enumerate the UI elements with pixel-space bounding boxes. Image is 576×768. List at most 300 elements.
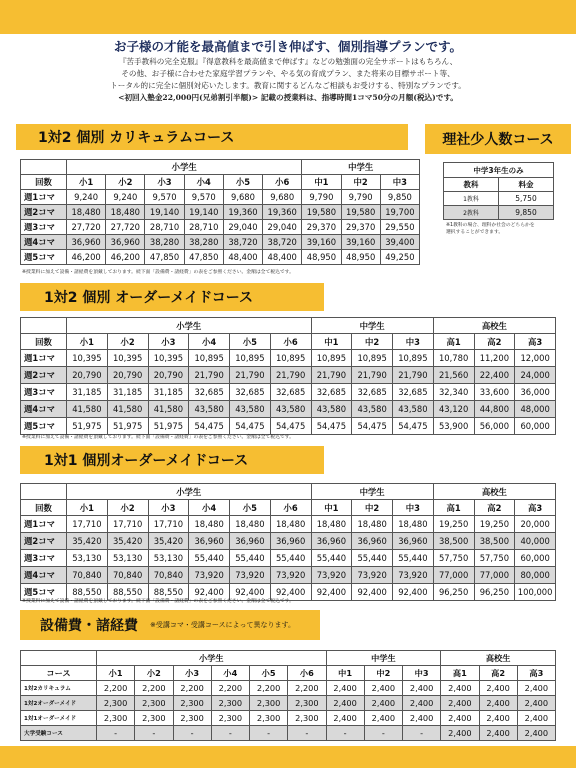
- price-cell: 48,400: [223, 250, 262, 265]
- row-label-header: 回数: [21, 334, 67, 350]
- price-cell: 48,000: [515, 401, 556, 418]
- group-header: 中学生: [311, 318, 433, 334]
- price-cell: 92,400: [230, 584, 271, 601]
- price-cell: 2,400: [326, 681, 364, 696]
- price-cell: -: [326, 726, 364, 741]
- intro-block: [20, 38, 556, 104]
- price-cell: 20,000: [515, 516, 556, 533]
- table-row: [21, 190, 420, 205]
- price-cell: 2,400: [364, 696, 402, 711]
- price-cell: 2,300: [97, 711, 135, 726]
- column-header: 高3: [515, 334, 556, 350]
- price-cell: 49,250: [380, 250, 419, 265]
- row-label: 週5コマ: [21, 584, 67, 601]
- price-cell: 28,710: [145, 220, 184, 235]
- group-header: 中学生: [302, 160, 420, 175]
- fee-cell: 5,750: [499, 192, 554, 206]
- table-row: [21, 726, 556, 741]
- price-cell: 18,480: [393, 516, 434, 533]
- column-header: 中2: [364, 666, 402, 681]
- price-cell: 18,480: [311, 516, 352, 533]
- price-cell: -: [135, 726, 173, 741]
- price-cell: 46,200: [67, 250, 106, 265]
- price-cell: 43,580: [189, 401, 230, 418]
- row-label: 大学受験コース: [21, 726, 97, 741]
- corner-cell: [21, 484, 67, 500]
- price-cell: 35,420: [67, 533, 108, 550]
- price-cell: -: [250, 726, 288, 741]
- price-cell: 2,300: [250, 711, 288, 726]
- corner-cell: [21, 318, 67, 334]
- row-label: 週3コマ: [21, 220, 67, 235]
- group-header: 小学生: [97, 651, 327, 666]
- price-cell: 36,960: [270, 533, 311, 550]
- subject-header: 教科: [444, 178, 499, 192]
- row-label: 週1コマ: [21, 516, 67, 533]
- price-cell: 27,720: [67, 220, 106, 235]
- section-title-1to2-ordermade: [20, 283, 324, 311]
- column-header: 中2: [341, 175, 380, 190]
- price-cell: 2,300: [211, 711, 249, 726]
- column-header: 小6: [288, 666, 326, 681]
- price-cell: 31,185: [67, 384, 108, 401]
- table-row: [21, 350, 556, 367]
- price-cell: 54,475: [270, 418, 311, 435]
- price-cell: 2,400: [441, 681, 479, 696]
- price-cell: 38,280: [145, 235, 184, 250]
- table-row: [21, 418, 556, 435]
- price-cell: 36,960: [67, 235, 106, 250]
- price-cell: 18,480: [67, 205, 106, 220]
- price-cell: 55,440: [230, 550, 271, 567]
- price-cell: 9,790: [302, 190, 341, 205]
- price-cell: 20,790: [67, 367, 108, 384]
- table-row: [21, 711, 556, 726]
- price-cell: 2,400: [441, 696, 479, 711]
- price-cell: 2,400: [403, 711, 441, 726]
- price-cell: 2,400: [441, 711, 479, 726]
- section-title-facility-fees: [20, 610, 320, 640]
- price-cell: 2,400: [479, 681, 517, 696]
- price-cell: 54,475: [230, 418, 271, 435]
- column-header: 小6: [270, 500, 311, 516]
- science-column-row: [444, 178, 554, 192]
- price-cell: 60,000: [515, 550, 556, 567]
- price-cell: 2,300: [211, 696, 249, 711]
- section-title-text: 理社少人数コース: [442, 132, 554, 148]
- column-header: 高2: [474, 500, 515, 516]
- price-cell: 29,040: [263, 220, 302, 235]
- price-cell: 73,920: [352, 567, 393, 584]
- table-row: [21, 681, 556, 696]
- price-cell: 38,280: [184, 235, 223, 250]
- price-cell: 32,685: [311, 384, 352, 401]
- price-cell: 44,800: [474, 401, 515, 418]
- row-label: 1対2オーダーメイド: [21, 696, 97, 711]
- column-header-row: [21, 175, 420, 190]
- price-cell: 77,000: [474, 567, 515, 584]
- column-header: 小2: [107, 500, 148, 516]
- price-cell: 48,950: [341, 250, 380, 265]
- price-cell: 21,790: [352, 367, 393, 384]
- price-cell: 2,200: [211, 681, 249, 696]
- fee-cell: 9,850: [499, 206, 554, 220]
- price-cell: -: [403, 726, 441, 741]
- column-header: 高1: [441, 666, 479, 681]
- price-cell: 88,550: [67, 584, 108, 601]
- price-cell: 9,680: [263, 190, 302, 205]
- table-row: [21, 533, 556, 550]
- price-cell: 19,250: [433, 516, 474, 533]
- column-header: 小3: [145, 175, 184, 190]
- price-cell: 10,895: [189, 350, 230, 367]
- price-cell: 19,700: [380, 205, 419, 220]
- price-cell: 43,580: [230, 401, 271, 418]
- column-header: 小5: [250, 666, 288, 681]
- price-cell: 17,710: [148, 516, 189, 533]
- price-cell: 53,900: [433, 418, 474, 435]
- column-header: 高2: [474, 334, 515, 350]
- price-cell: -: [211, 726, 249, 741]
- column-header: 中1: [311, 500, 352, 516]
- price-cell: 2,300: [135, 696, 173, 711]
- price-cell: 9,790: [341, 190, 380, 205]
- top-banner-bar: [0, 0, 576, 34]
- section-title-text: 1対2 個別 オーダーメイドコース: [44, 290, 253, 306]
- row-label-header: 回数: [21, 175, 67, 190]
- row-label: 1対2カリキュラム: [21, 681, 97, 696]
- column-header: 中3: [380, 175, 419, 190]
- price-cell: 55,440: [311, 550, 352, 567]
- column-header: 中3: [393, 500, 434, 516]
- price-cell: 38,720: [223, 235, 262, 250]
- price-cell: 39,400: [380, 235, 419, 250]
- group-header: 高校生: [433, 318, 555, 334]
- price-cell: 9,680: [223, 190, 262, 205]
- price-cell: 18,480: [352, 516, 393, 533]
- column-header: 中1: [311, 334, 352, 350]
- row-label-header: 回数: [21, 500, 67, 516]
- price-cell: 51,975: [107, 418, 148, 435]
- table-row: [444, 192, 554, 206]
- price-cell: 17,710: [67, 516, 108, 533]
- price-cell: -: [364, 726, 402, 741]
- column-header: 小3: [173, 666, 211, 681]
- column-header: 高3: [517, 666, 555, 681]
- corner-cell: [21, 651, 97, 666]
- row-label: 1対1オーダーメイド: [21, 711, 97, 726]
- fee-header: 料金: [499, 178, 554, 192]
- price-cell: 36,960: [352, 533, 393, 550]
- price-cell: 51,975: [148, 418, 189, 435]
- price-cell: 19,360: [223, 205, 262, 220]
- table-row: [21, 696, 556, 711]
- table-row: [21, 384, 556, 401]
- price-cell: 53,130: [148, 550, 189, 567]
- price-cell: 21,560: [433, 367, 474, 384]
- column-header-row: [21, 666, 556, 681]
- group-header-row: [21, 651, 556, 666]
- price-cell: 92,400: [311, 584, 352, 601]
- column-header-row: [21, 334, 556, 350]
- price-cell: 2,300: [288, 711, 326, 726]
- science-note-line-2: 選択することができます。: [446, 230, 504, 235]
- table-note: ※授業料に加えて設備・諸経費を頂戴しております。続下面「設備費・諸経費」の表をご参照ください。金額は全て税込です。: [22, 435, 294, 440]
- column-header: 小3: [148, 500, 189, 516]
- price-cell: 29,370: [341, 220, 380, 235]
- price-cell: 73,920: [230, 567, 271, 584]
- price-cell: 55,440: [189, 550, 230, 567]
- row-label: 週5コマ: [21, 250, 67, 265]
- price-cell: 55,440: [393, 550, 434, 567]
- column-header: 小4: [211, 666, 249, 681]
- group-header-row: [21, 160, 420, 175]
- price-cell: 2,400: [441, 726, 479, 741]
- price-cell: 36,960: [311, 533, 352, 550]
- price-cell: 32,340: [433, 384, 474, 401]
- table-1to2-ordermade: [20, 317, 556, 435]
- price-cell: 70,840: [67, 567, 108, 584]
- price-cell: 53,130: [67, 550, 108, 567]
- column-header: 小2: [135, 666, 173, 681]
- price-cell: 10,895: [311, 350, 352, 367]
- row-label: 週3コマ: [21, 550, 67, 567]
- price-cell: 57,750: [433, 550, 474, 567]
- price-cell: 51,975: [67, 418, 108, 435]
- table-note: ※授業料に加えて設備・諸経費を頂戴しております。続下面「設備費・諸経費」の表をご参照ください。金額は全て税込です。: [22, 599, 294, 604]
- column-header: 小2: [107, 334, 148, 350]
- price-cell: 47,850: [145, 250, 184, 265]
- column-header: 小6: [263, 175, 302, 190]
- price-cell: 2,200: [97, 681, 135, 696]
- price-cell: 54,475: [311, 418, 352, 435]
- price-cell: 2,400: [364, 681, 402, 696]
- price-cell: 17,710: [107, 516, 148, 533]
- price-cell: 2,400: [364, 711, 402, 726]
- price-cell: 43,580: [270, 401, 311, 418]
- price-cell: 77,000: [433, 567, 474, 584]
- price-cell: 43,580: [352, 401, 393, 418]
- column-header-row: [21, 500, 556, 516]
- section-subtitle: ※受講コマ・受講コースによって異なります。: [150, 621, 295, 629]
- column-header: 小4: [184, 175, 223, 190]
- price-cell: 56,000: [474, 418, 515, 435]
- subject-cell: 2教科: [444, 206, 499, 220]
- price-cell: 28,710: [184, 220, 223, 235]
- price-cell: 12,000: [515, 350, 556, 367]
- price-cell: 80,000: [515, 567, 556, 584]
- price-cell: 19,140: [145, 205, 184, 220]
- price-cell: 19,140: [184, 205, 223, 220]
- intro-line-2: その他、お子様に合わせた家庭学習プランや、やる気の育成プラン、また将来の目標サポート等、: [121, 69, 455, 78]
- table-note: ※授業料に加えて設備・諸経費を頂戴しております。続下面「設備費・諸経費」の表をご参照ください。金額は全て税込です。: [22, 270, 294, 275]
- science-note-line-1: ※1教科の場合、理科か社会のどちらかを: [446, 223, 535, 228]
- price-cell: 48,400: [263, 250, 302, 265]
- price-cell: 36,960: [230, 533, 271, 550]
- price-cell: 46,200: [106, 250, 145, 265]
- science-header-row: [444, 163, 554, 178]
- price-cell: -: [97, 726, 135, 741]
- section-title-1to1-ordermade: [20, 446, 324, 474]
- price-cell: 41,580: [107, 401, 148, 418]
- price-cell: 73,920: [393, 567, 434, 584]
- price-cell: 36,000: [515, 384, 556, 401]
- price-cell: 19,580: [341, 205, 380, 220]
- price-cell: 2,200: [173, 681, 211, 696]
- row-label: 週2コマ: [21, 533, 67, 550]
- subject-cell: 1教科: [444, 192, 499, 206]
- price-cell: 38,500: [474, 533, 515, 550]
- price-cell: 2,300: [97, 696, 135, 711]
- price-cell: 43,580: [393, 401, 434, 418]
- price-cell: 2,300: [173, 711, 211, 726]
- column-header: 中1: [302, 175, 341, 190]
- row-label: 週1コマ: [21, 350, 67, 367]
- price-cell: 70,840: [148, 567, 189, 584]
- price-cell: 2,400: [479, 711, 517, 726]
- price-cell: 2,200: [250, 681, 288, 696]
- price-cell: 2,400: [479, 696, 517, 711]
- price-cell: 10,395: [148, 350, 189, 367]
- price-cell: 88,550: [107, 584, 148, 601]
- price-cell: 33,600: [474, 384, 515, 401]
- table-row: [21, 401, 556, 418]
- price-cell: -: [288, 726, 326, 741]
- price-cell: 88,550: [148, 584, 189, 601]
- section-title-text: 設備費・諸経費: [40, 618, 138, 634]
- price-cell: 2,400: [517, 681, 555, 696]
- price-cell: 43,120: [433, 401, 474, 418]
- price-cell: -: [173, 726, 211, 741]
- table-1to2-curriculum: [20, 159, 420, 265]
- price-cell: 2,300: [288, 696, 326, 711]
- column-header: 中2: [352, 500, 393, 516]
- price-cell: 38,500: [433, 533, 474, 550]
- price-cell: 9,240: [106, 190, 145, 205]
- price-cell: 29,370: [302, 220, 341, 235]
- price-cell: 2,400: [326, 696, 364, 711]
- column-header: 小5: [223, 175, 262, 190]
- price-cell: 92,400: [189, 584, 230, 601]
- price-cell: 29,040: [223, 220, 262, 235]
- price-cell: 54,475: [393, 418, 434, 435]
- column-header: 高1: [433, 334, 474, 350]
- price-cell: 60,000: [515, 418, 556, 435]
- price-cell: 40,000: [515, 533, 556, 550]
- price-cell: 20,790: [148, 367, 189, 384]
- price-cell: 21,790: [270, 367, 311, 384]
- price-cell: 2,400: [403, 696, 441, 711]
- intro-headline: お子様の才能を最高値まで引き伸ばす、個別指導プランです。: [113, 39, 462, 54]
- table-row: [21, 220, 420, 235]
- price-cell: 18,480: [189, 516, 230, 533]
- section-title-1to2-curriculum: [16, 124, 408, 150]
- table-row: [21, 205, 420, 220]
- table-row: [21, 567, 556, 584]
- price-cell: 19,250: [474, 516, 515, 533]
- price-cell: 11,200: [474, 350, 515, 367]
- price-cell: 35,420: [148, 533, 189, 550]
- section-title-science-social: [425, 124, 571, 154]
- price-cell: 73,920: [311, 567, 352, 584]
- price-cell: 57,750: [474, 550, 515, 567]
- price-cell: 31,185: [107, 384, 148, 401]
- price-cell: 32,685: [189, 384, 230, 401]
- price-cell: 36,960: [106, 235, 145, 250]
- price-cell: 2,400: [326, 711, 364, 726]
- row-label: 週4コマ: [21, 401, 67, 418]
- price-cell: 19,580: [302, 205, 341, 220]
- price-cell: 32,685: [393, 384, 434, 401]
- price-cell: 32,685: [230, 384, 271, 401]
- price-cell: 55,440: [270, 550, 311, 567]
- column-header: 中3: [393, 334, 434, 350]
- price-cell: 2,400: [517, 696, 555, 711]
- price-cell: 32,685: [352, 384, 393, 401]
- table-science-social: [443, 162, 554, 220]
- price-cell: 41,580: [148, 401, 189, 418]
- column-header: 小2: [106, 175, 145, 190]
- section-title-text: 1対2 個別 カリキュラムコース: [38, 130, 235, 146]
- price-cell: 2,300: [173, 696, 211, 711]
- price-cell: 38,720: [263, 235, 302, 250]
- group-header: 高校生: [433, 484, 555, 500]
- price-cell: 92,400: [352, 584, 393, 601]
- price-cell: 92,400: [270, 584, 311, 601]
- science-note: [446, 222, 535, 236]
- price-cell: 73,920: [189, 567, 230, 584]
- column-header: 小1: [67, 500, 108, 516]
- intro-line-1: 『苦手教科の完全克服』『得意教科を最高値まで伸ばす』などの勉強面の完全サポートはもちろん、: [118, 57, 458, 66]
- column-header: 小1: [67, 334, 108, 350]
- price-cell: 92,400: [393, 584, 434, 601]
- row-label: 週4コマ: [21, 235, 67, 250]
- price-cell: 18,480: [230, 516, 271, 533]
- price-cell: 21,790: [393, 367, 434, 384]
- price-cell: 10,780: [433, 350, 474, 367]
- price-cell: 24,000: [515, 367, 556, 384]
- column-header: 中2: [352, 334, 393, 350]
- price-cell: 39,160: [302, 235, 341, 250]
- price-cell: 55,440: [352, 550, 393, 567]
- row-label: 週3コマ: [21, 384, 67, 401]
- price-cell: 18,480: [106, 205, 145, 220]
- price-cell: 2,400: [479, 726, 517, 741]
- price-cell: 53,130: [107, 550, 148, 567]
- price-cell: 36,960: [189, 533, 230, 550]
- column-header: 小5: [230, 334, 271, 350]
- price-cell: 2,200: [288, 681, 326, 696]
- column-header: 小3: [148, 334, 189, 350]
- price-cell: 2,300: [135, 711, 173, 726]
- price-cell: 10,895: [393, 350, 434, 367]
- column-header: 中3: [403, 666, 441, 681]
- corner-cell: [21, 160, 67, 175]
- price-cell: 2,400: [517, 726, 555, 741]
- group-header-row: [21, 484, 556, 500]
- group-header: 中学生: [326, 651, 441, 666]
- price-cell: 32,685: [270, 384, 311, 401]
- row-label: 週2コマ: [21, 367, 67, 384]
- group-header-row: [21, 318, 556, 334]
- column-header: 小6: [270, 334, 311, 350]
- row-label: 週4コマ: [21, 567, 67, 584]
- price-cell: 9,570: [145, 190, 184, 205]
- price-cell: 10,895: [270, 350, 311, 367]
- intro-fee-notice: <初回入塾金22,000円(兄弟割引半額)> 記載の授業料は、指導時間1コマ50分の月額(税込)です。: [118, 93, 458, 102]
- group-header: 小学生: [67, 160, 302, 175]
- price-cell: 20,790: [107, 367, 148, 384]
